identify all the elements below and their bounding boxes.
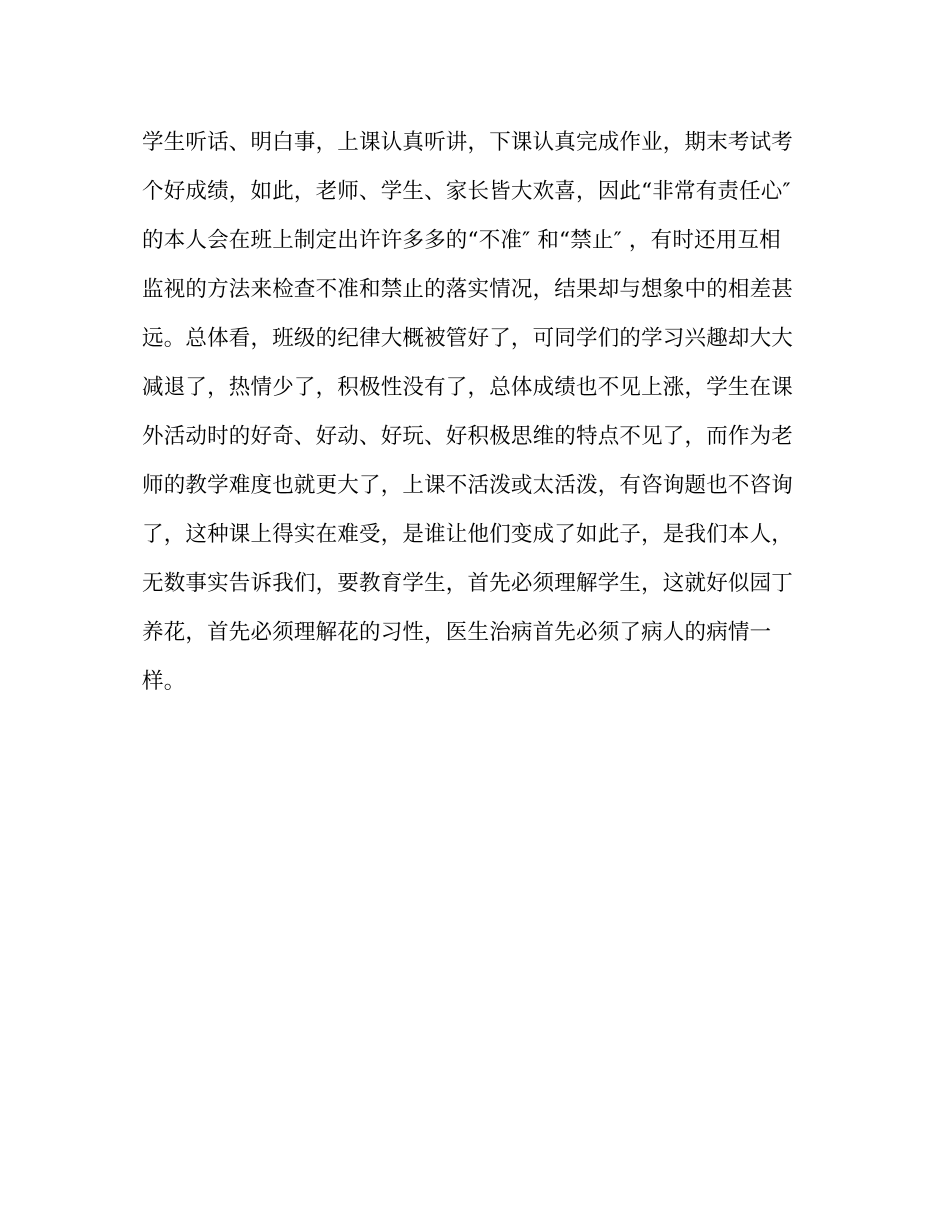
paragraph-line: 无数事实告诉我们，要教育学生，首先必须理解学生，这就好似园丁 [142, 571, 794, 596]
paragraph-line: 个好成绩，如此，老师、学生、家长皆大欢喜，因此“非常有责任心″ [142, 179, 791, 204]
paragraph-line: 远。总体看，班级的纪律大概被管好了，可同学们的学习兴趣却大大 [142, 326, 794, 351]
paragraph-line: 了，这种课上得实在难受，是谁让他们变成了如此子，是我们本人， [142, 522, 794, 547]
paragraph-line: 养花，首先必须理解花的习性，医生治病首先必须了病人的病情一 [142, 620, 772, 645]
body-paragraph [142, 124, 812, 712]
paragraph-line: 外活动时的好奇、好动、好玩、好积极思维的特点不见了，而作为老 [142, 424, 794, 449]
paragraph-line: 监视的方法来检查不准和禁止的落实情况，结果却与想象中的相差甚 [142, 277, 794, 302]
paragraph-line: 师的教学难度也就更大了，上课不活泼或太活泼，有咨询题也不咨询 [142, 473, 794, 498]
paragraph-line: 学生听话、明白事，上课认真听讲，下课认真完成作业，期末考试考 [142, 130, 794, 155]
paragraph-line: 样。 [142, 669, 186, 694]
paragraph-line: 减退了，热情少了，积极性没有了，总体成绩也不见上涨，学生在课 [142, 375, 794, 400]
paragraph-line: 的本人会在班上制定出许许多多的“不准″ 和“禁止″ ，有时还用互相 [142, 228, 781, 253]
